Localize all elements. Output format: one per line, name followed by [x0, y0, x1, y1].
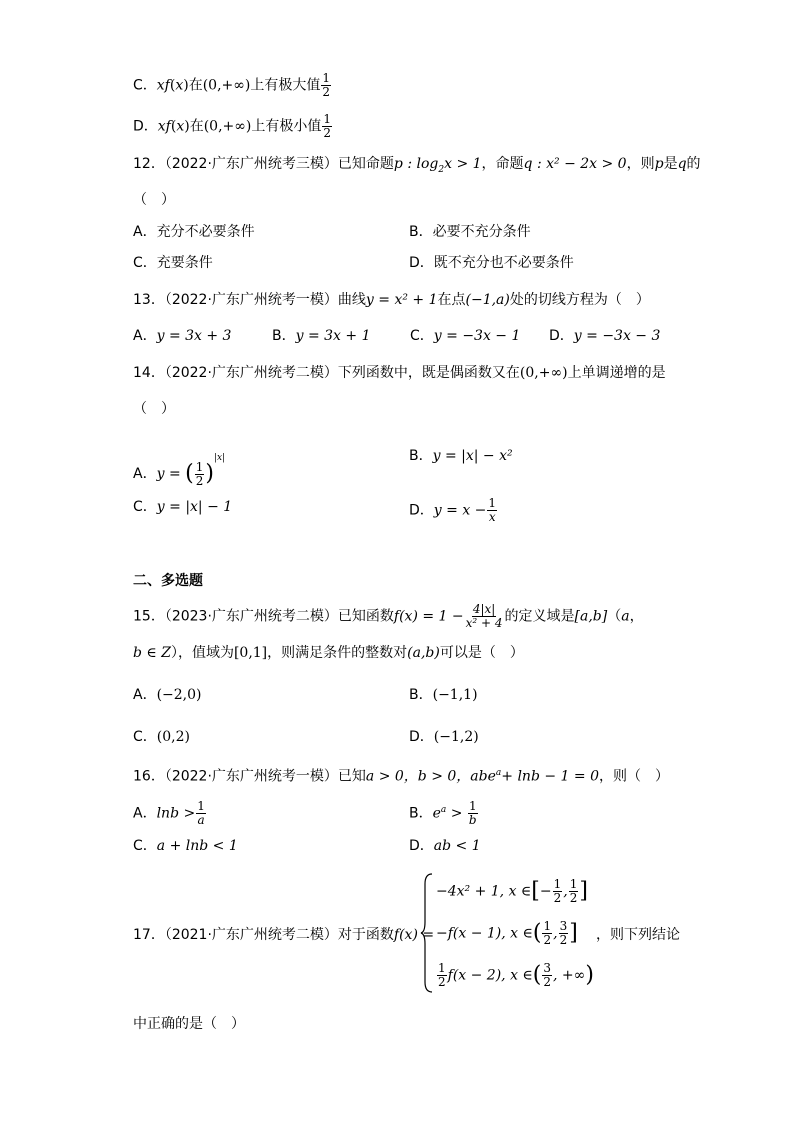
option-label: D．: [549, 328, 574, 344]
math-p: p : log: [393, 156, 439, 172]
fraction: $\frac{1}{x}$: [488, 496, 497, 524]
q13-option-b[interactable]: [272, 326, 371, 346]
math-func: f(x) = 1 −: [393, 608, 464, 625]
math-point: (−1,a): [465, 292, 510, 308]
q13-stem: [133, 290, 650, 310]
fraction: $\frac{1}{2}$: [322, 71, 331, 99]
text: 上单调递增的是: [567, 365, 666, 381]
math-case: −f(x − 1), x ∈: [436, 925, 533, 942]
option-label: B．: [409, 687, 433, 703]
math-curve: y = x² + 1: [365, 292, 438, 308]
text: ，则满足条件的整数对: [267, 645, 408, 661]
option-expr: lnb >: [156, 805, 196, 822]
q16-option-d[interactable]: [409, 836, 481, 856]
q14-option-b[interactable]: [409, 446, 513, 466]
option-label: C．: [133, 499, 157, 515]
option-expr: (−1,2): [433, 729, 479, 745]
math-func: f(x) =: [393, 927, 435, 943]
text: 是: [663, 156, 678, 172]
option-label: B．: [272, 328, 296, 344]
option-expr: y = −3x − 1: [433, 328, 521, 344]
q17-stem-tail: ，则下列结论: [596, 927, 680, 943]
q15-option-d[interactable]: [409, 727, 479, 747]
text: 上有极大值: [250, 77, 321, 94]
option-label: D．: [409, 838, 434, 854]
text: 的定义域是: [504, 608, 575, 625]
q15-option-b[interactable]: [409, 685, 478, 705]
option-label: A．: [133, 328, 157, 344]
option-expr: y = |x| − 1: [156, 499, 233, 515]
math-case: f(x − 2), x ∈: [447, 967, 533, 984]
text: 在: [188, 77, 203, 94]
q16-option-a[interactable]: [133, 800, 207, 827]
interval: (0,+∞): [203, 118, 252, 135]
q13-option-a[interactable]: [133, 326, 231, 346]
math-var: a: [621, 608, 630, 625]
q12-paren: （ ）: [133, 192, 175, 208]
question-stem: 17．（2021·广东广州统考二模）对于函数: [133, 927, 394, 943]
math-case: −4x² + 1, x ∈: [436, 883, 532, 900]
math-xf: xf: [156, 77, 170, 94]
option-label: A．: [133, 805, 157, 822]
option-expr: y = x −: [433, 502, 487, 519]
text: 的: [686, 156, 701, 172]
question-stem: 13．（2022·广东广州统考一模）曲线: [133, 292, 366, 308]
option-expr: (−1,1): [432, 687, 478, 703]
fraction: $\frac{1}{2}$: [195, 459, 204, 488]
q13-option-d[interactable]: [549, 326, 660, 346]
q17-stem: [133, 925, 434, 945]
math-range: [0,1]: [233, 645, 268, 661]
option-expr: y =: [156, 466, 181, 482]
option-expr: y = 3x + 1: [295, 328, 371, 344]
option-label: C．: [133, 77, 157, 94]
option-label: A．: [133, 687, 157, 703]
q16-option-c[interactable]: [133, 836, 238, 856]
math-set: b ∈ Z: [133, 645, 171, 661]
math-domain: [a,b]: [574, 608, 608, 625]
q14-stem: [133, 363, 666, 383]
option-label: B．: [409, 805, 433, 822]
q14-option-d[interactable]: [409, 497, 498, 524]
text: 处的切线方程为（ ）: [509, 292, 650, 308]
text: ，则（ ）: [598, 768, 669, 785]
option-label: A．: [133, 466, 157, 482]
fraction: $\frac{1}{a}$: [197, 799, 205, 827]
q15-option-c[interactable]: [133, 727, 190, 747]
q15-stem-line2: [133, 643, 524, 663]
q12-option-a[interactable]: A．充分不必要条件: [133, 224, 255, 240]
option-label: C．: [133, 729, 157, 745]
option-label: C．: [133, 838, 157, 854]
math-cond: a > 0，b > 0，abe: [365, 768, 496, 785]
text: 在: [189, 118, 204, 135]
fraction: $\frac{1}{2}$: [323, 112, 332, 140]
math-cond: + lnb − 1 = 0: [501, 768, 599, 785]
fraction: $\frac{4|x|}{\text{x² + 4}}$: [465, 602, 503, 630]
math-pair: (a,b): [407, 645, 440, 661]
interval: (0,+∞): [519, 365, 568, 381]
q12-stem: 12．（2022·广东广州统考三模）已知命题p : $\log_2x > 1$，命题q : x² − 2x > 0，则p是q的: [133, 156, 701, 175]
q15-stem: [133, 603, 644, 630]
option-label: B．: [409, 448, 433, 464]
math-q: q : x² − 2x > 0: [523, 156, 627, 172]
option-expr: y = 3x + 3: [156, 328, 232, 344]
text: ，: [629, 608, 644, 625]
text: 可以是（ ）: [439, 645, 524, 661]
q12-option-d[interactable]: D．既不充分也不必要条件: [409, 255, 574, 271]
text: ），值域为: [170, 645, 234, 661]
q13-option-c[interactable]: [410, 326, 520, 346]
piecewise-brace: [420, 872, 436, 994]
option-expr: y = |x| − x²: [432, 448, 513, 464]
question-stem: 16．（2022·广东广州统考一模）已知: [133, 768, 366, 785]
math-p-rest: x > 1: [444, 156, 482, 172]
option-expr: (0,2): [156, 729, 190, 745]
option-label: C．: [410, 328, 434, 344]
q16-option-b[interactable]: B．$e^a$ > $\frac{1}{b}$: [409, 799, 477, 828]
text: ，则: [626, 156, 655, 172]
q12-option-c[interactable]: C．充要条件: [133, 255, 213, 271]
option-expr: (−2,0): [156, 687, 202, 703]
question-stem: 12．（2022·广东广州统考三模）已知命题: [133, 156, 394, 172]
q14-paren: （ ）: [133, 401, 175, 417]
fraction: $\frac{1}{b}$: [468, 799, 477, 828]
section-heading: 二、多选题: [133, 573, 203, 589]
option-expr: y = −3x − 3: [573, 328, 661, 344]
q11-option-d: D．xf(x)在(0,+∞)上有极小值 $\frac{1}{2}$: [133, 112, 332, 140]
q12-option-b[interactable]: B．必要不充分条件: [409, 224, 531, 240]
q17-case1: −4x² + 1, x ∈[− $\frac{1}{2}$ , $\frac{1}{2}$ ]: [436, 877, 588, 905]
q14-option-a[interactable]: A．y = ( $\frac{1}{2}$ )$^{|x|}$: [133, 453, 226, 488]
option-label: D．: [409, 502, 434, 519]
question-stem: 14．（2022·广东广州统考二模）下列函数中，既是偶函数又在: [133, 365, 520, 381]
interval: (0,+∞): [202, 77, 251, 94]
q15-option-a[interactable]: [133, 685, 202, 705]
q17-stem-line2: 中正确的是（ ）: [133, 1016, 245, 1032]
option-label: D．: [133, 118, 158, 135]
option-expr: ab < 1: [433, 838, 481, 854]
option-expr: e: [432, 805, 441, 822]
q17-case2: −f(x − 1), x ∈( $\frac{1}{2}$ , $\frac{3}{2}$ ]: [436, 919, 578, 947]
q17-case3: $\frac{1}{2}$ f(x − 2), x ∈( $\frac{3}{2}$ , +∞): [438, 961, 594, 989]
text: 在点: [437, 292, 466, 308]
option-expr: a + lnb < 1: [156, 838, 238, 854]
q16-stem: 16．（2022·广东广州统考一模）已知a > 0，b > 0，abe$^a$+ lnb − 1 = 0，则（ ）: [133, 768, 669, 785]
question-stem: 15．（2023·广东广州统考二模）已知函数: [133, 608, 394, 625]
text: ，命题: [481, 156, 524, 172]
q11-option-c: C．xf(x)在(0,+∞)上有极大值 $\frac{1}{2}$: [133, 71, 331, 99]
text: （: [607, 608, 622, 625]
text: 上有极小值: [251, 118, 322, 135]
q14-option-c[interactable]: [133, 497, 232, 517]
option-label: D．: [409, 729, 434, 745]
